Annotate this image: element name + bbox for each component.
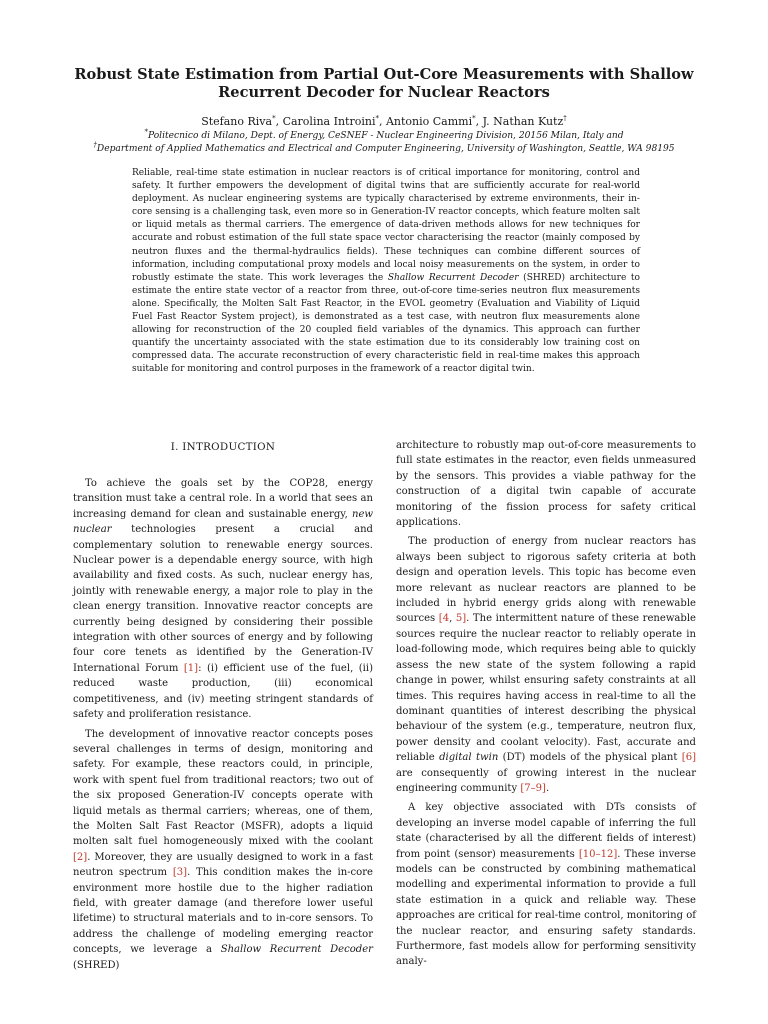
intro-paragraph-4 (396, 534, 696, 796)
author-1: Stefano Riva (201, 115, 273, 128)
abstract-text-2: (SHRED) architecture to estimate the entire state vector of a reactor from three, out-of-core time-series neutron flux measurements alone. Specifically, the Molten Salt Fast Reactor, in the EVOL geometry (Evaluation and Viability of Liquid Fuel Fast Reactor System project), is demonstrated as a test case, with neutron flux measurements alone allowing for reconstruction of the 20 coupled field variables of the dynamics. This approach can further quantify the uncertainty associated with the state estimation due to its considerably low training cost on compressed data. The accurate reconstruction of every characteristic field in real-time makes this approach suitable for monitoring and control purposes in the framework of a reactor digital twin. (132, 272, 640, 375)
affiliation-2 (20, 140, 748, 156)
affiliation-2-mark: † (93, 140, 97, 149)
citation-link[interactable]: [7–9] (520, 782, 546, 794)
text-run: The development of innovative reactor concepts poses several challenges in terms of design, monitoring and safety. For example, these reactors could, in principle, work with spent fuel from traditional reactors; two out of the six proposed Generation-IV concepts operate with liquid metals as thermal carriers; whereas, one of them, the Molten Salt Fast Reactor (MSFR), adopts a liquid molten salt fuel homogeneously mixed with the coolant (73, 728, 373, 848)
left-column (73, 438, 373, 977)
affiliation-1-text: Politecnico di Milano, Dept. of Energy, CeSNEF - Nuclear Engineering Division, 20156 Milan, Italy and (147, 131, 624, 141)
title-line-2: Recurrent Decoder for Nuclear Reactors (218, 84, 550, 101)
author-1-mark: * (272, 114, 276, 123)
affiliation-1 (20, 127, 748, 143)
text-run: : (i) efficient use of the fuel, (ii) reduced waste production, (iii) economical competitiveness, and (iv) meeting stringent standards of safety and proliferation resistance. (73, 662, 374, 721)
intro-paragraph-3 (396, 438, 696, 530)
abstract-emphasis: Shallow Recurrent Decoder (387, 272, 519, 283)
text-run: architecture to robustly map out-of-core measurements to full state estimates in the reactor, even fields unmeasured by the sensors. This provides a viable pathway for the construction of a digital twin capable of accurate monitoring of the fission process for safety critical applications. (396, 440, 696, 529)
citation-link[interactable]: [10–12] (578, 848, 618, 860)
text-run: (DT) models of the physical plant (498, 752, 682, 764)
author-2: Carolina Introini (282, 115, 376, 128)
text-run: technologies present a crucial and complementary solution to renewable energy sources. Nuclear power is a dependable energy source, with high availability and fixed costs. As such, nuclear energy has, jointly with renewable energy, a major role to play in the clean energy transition. Innovative reactor concepts are currently being designed by considering their possible integration with other sources of energy and by following four core tenets as identified by the Generation-IV International Forum (73, 524, 373, 674)
citation-link[interactable]: [6] (681, 752, 697, 764)
section-heading: I. INTRODUCTION (170, 441, 276, 453)
citation-link[interactable]: [4 (438, 613, 450, 625)
abstract-text-1: Reliable, real-time state estimation in nuclear reactors is of critical importance for monitoring, control and safety. It further empowers the development of digital twins that are sufficiently accurate for real-world deployment. As nuclear engineering systems are typically characterised by extreme environments, their in-core sensing is a challenging task, even more so in Generation-IV reactor concepts, which feature molten salt or liquid metals as thermal carriers. The emergence of data-driven methods allows for new techniques for accurate and robust estimation of the full state space vector characterising the reactor (mainly composed by neutron fluxes and the thermal-hydraulics fields). These techniques can combine different sources of information, including computational proxy models and local noisy measurements on the system, in order to robustly estimate the state. This work leverages the (132, 168, 640, 283)
text-run: . Moreover, they are usually designed to work in a fast neutron spectrum (73, 851, 373, 879)
text-run: are consequently of growing interest in the nuclear engineering community (396, 767, 696, 794)
text-run: , (449, 613, 456, 625)
title-line-1: Robust State Estimation from Partial Out-Core Measurements with Shallow (74, 66, 694, 83)
author-list: Stefano Riva*, Carolina Introini*, Antonio Cammi*, J. Nathan Kutz† (201, 114, 567, 128)
right-column (396, 438, 696, 974)
emphasis: new nuclear (73, 508, 373, 536)
affiliation-2-text: Department of Applied Mathematics and Electrical and Computer Engineering, University of Washington, Seattle, WA 98195 (96, 144, 675, 154)
intro-paragraph-1 (73, 476, 373, 723)
citation-link[interactable]: 5] (455, 613, 467, 625)
text-run: A key objective associated with DTs consists of developing an inverse model capable of inferring the full state (characterised by all the different fields of interest) from point (sensor) measurements (396, 802, 696, 860)
author-2-mark: * (375, 114, 379, 123)
emphasis: Shallow Recurrent Decoder (220, 944, 373, 956)
text-run: The production of energy from nuclear reactors has always been subject to rigorous safety criteria at both design and operation levels. This topic has become even more relevant as nuclear reactors are planned to be included in hybrid energy grids along with renewable sources (396, 536, 696, 625)
paper-title (60, 66, 708, 102)
text-run: . (545, 782, 550, 794)
text-run: . These inverse models can be constructed by combining mathematical modelling and experimental information to provide a full state estimation in a quick and reliable way. These approaches are critical for real-time control, monitoring of the nuclear reactor, and ensuring safety standards. Furthermore, fast models allow for performing sensitivity analy- (396, 848, 696, 968)
text-run: To achieve the goals set by the COP28, energy transition must take a central role. In a world that sees an increasing demand for clean and sustainable energy, (73, 478, 373, 520)
emphasis: digital twin (439, 752, 499, 764)
abstract (132, 167, 640, 377)
text-run: (SHRED) (73, 959, 120, 971)
citation-link[interactable]: [2] (73, 851, 88, 863)
author-3: Antonio Cammi (385, 115, 473, 128)
intro-paragraph-5 (396, 800, 696, 969)
affiliation-1-mark: * (144, 127, 148, 136)
author-4-mark: † (563, 114, 567, 123)
text-run: . This condition makes the in-core environment more hostile due to the higher radiation field, with greater damage (and therefore lower useful lifetime) to structural materials and to in-core sensors. To address the challenge of modeling emerging reactor concepts, we leverage a (73, 867, 373, 956)
intro-paragraph-2 (73, 727, 373, 974)
author-4: J. Nathan Kutz (482, 115, 564, 128)
author-3-mark: * (472, 114, 476, 123)
citation-link[interactable]: [3] (172, 867, 188, 879)
text-run: . The intermittent nature of these renewable sources require the nuclear reactor to reliably operate in load-following mode, which requires being able to quickly assess the new state of the system following a rapid change in power, whilst ensuring safety constraints at all times. This requires having access in real-time to all the dominant quantities of interest describing the physical behaviour of the system (e.g., temperature, neutron flux, power density and coolant velocity). Fast, accurate and reliable (396, 613, 696, 764)
citation-link[interactable]: [1] (183, 662, 199, 674)
